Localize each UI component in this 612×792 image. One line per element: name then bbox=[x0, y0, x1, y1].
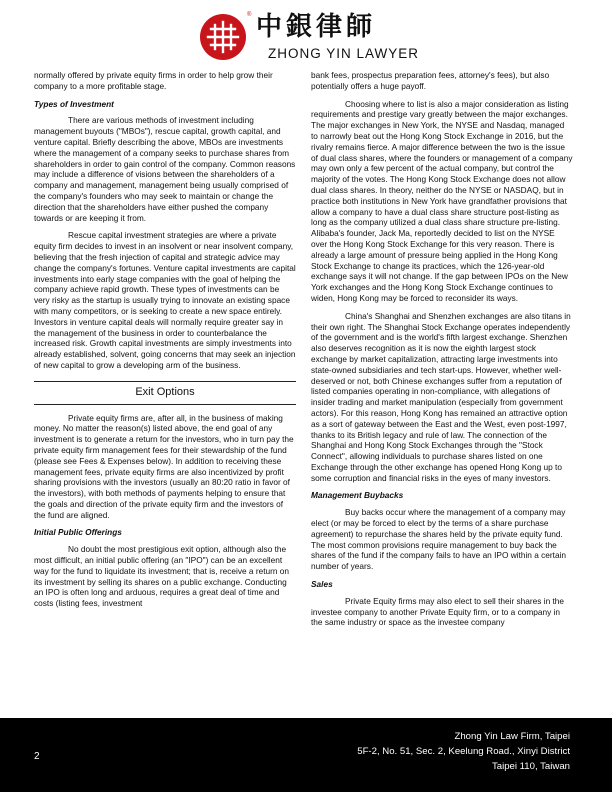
types-heading: Types of Investment bbox=[34, 98, 114, 109]
logo-chinese-name: 中銀律師 bbox=[256, 12, 377, 42]
buybacks-heading: Management Buybacks bbox=[311, 490, 404, 501]
exit-options-title: Exit Options bbox=[34, 381, 296, 405]
sales-heading: Sales bbox=[311, 579, 333, 590]
registered-mark: ® bbox=[247, 12, 252, 18]
logo-english-name: ZHONG YIN LAWYER bbox=[268, 46, 420, 61]
intro-paragraph: normally offered by private equity firms in order to help grow their company to a more profitable stage. bbox=[34, 70, 273, 91]
types-paragraph-1: There are various methods of investment including management buyouts ("MBOs"), rescue capital, growth capital, and venture capital. Briefly describing the above, MBOs are investments where the management of a company seeks to purchase shares from shareholders in order to gain control of the company. Common reasons may include a difference of visions between the shareholders of a company and management, management being usually comprised of the company's founders who may seek to maintain or change the direction that the shareholders have either pushed the company towards or are keeping it from. bbox=[34, 115, 296, 223]
listing-paragraph: Choosing where to list is also a major consideration as listing requirements and prestige vary greatly between the major exchanges. The major exchanges in New York, the NYSE and Nasdaq, managed to narrowly beat out the Hong Kong Stock Exchange in 2016, but the rivalry remains fierce. A major difference between the two is the issue of dual class shares, where the founders or management of a company may own only a few percent of the actual company, but control the majority of the votes. The Hong Kong Stock Exchange does not allow dual class shares. In theory, neither do the NYSE or NASDAQ, but in practice both institutions in New York have grandfather provisions that allow a company to have a dual class share structure post-listing as long as the company utilized a dual class share structure pre-listing. Alibaba's founder, Jack Ma, reportedly decided to list on the NYSE over the Hong Kong Stock Exchange for this very reason. There is already a large amount of pressure being applied in the Hong Kong Stock Exchange to change its practices, which the 126-year-old exchange says it will not change. If the gap between IPOs on the New York exchanges and the Hong Kong Stock Exchange continues to widen, Hong Kong may be forced to reconsider its ways. bbox=[311, 98, 573, 303]
left-column bbox=[34, 70, 296, 616]
buybacks-paragraph: Buy backs occur where the management of a company may elect (or may be forced to elect by the terms of a share purchase agreement) to repurchase the shares held by the private equity fund. The most common provisions require management to buy back the shares of the fund if the company fails to have an IPO within a certain number of years. bbox=[311, 507, 567, 572]
continued-paragraph: bank fees, prospectus preparation fees, attorney's fees), but also potentially offers a huge payoff. bbox=[311, 70, 550, 91]
page-number: 2 bbox=[34, 751, 40, 762]
footer-address bbox=[357, 729, 570, 774]
page-header bbox=[0, 0, 612, 70]
types-paragraph-2: Rescue capital investment strategies are where a private equity firm decides to invest in an insolvent or near insolvent company, believing that the fresh injection of capital and strategic advice may change the company's fortunes. Venture capital investments are capital investments into early stage companies with the goal of helping the company achieve rapid growth. These types of investments can be very risky as the startup is usually trying to innovate an existing space with many competitors, or is seeking to create a new space entirely. Investors in venture capital deals will normally require greater say in the management of the business in order to counterbalance the increased risk. Growth capital investments are simply investments into already established, solvent, going concerns that may seek an injection of new capital to grow a developing arm of the business. bbox=[34, 230, 296, 370]
ipo-paragraph: No doubt the most prestigious exit option, although also the most difficult, an initial public offering (an "IPO") can be an excellent way for the fund to liquidate its investment; that is, receive a return on its investment by selling its shares on a public exchange. Conducting an IPO is often long and arduous, requires a great deal of time and costs (listing fees, investment bbox=[34, 544, 290, 609]
sales-paragraph: Private Equity firms may also elect to sell their shares in the investee company to another Private Equity firm, or to a company in the same industry or space as the investee company bbox=[311, 595, 565, 628]
page-footer bbox=[0, 718, 612, 792]
ipo-heading: Initial Public Offerings bbox=[34, 527, 122, 538]
china-exchanges-paragraph: China's Shanghai and Shenzhen exchanges are also titans in their own right. The Shanghai Stock Exchange operates independently of the government and is the world's fifth largest exchange. Shenzhen also deserves recognition as it is now the eighth largest stock exchange by market capitalization, attracting large investments into state-owned subsidiaries and tech start-ups. However, whether well-deserved or not, both Chinese exchanges suffer from a reputation of listed companies operating in non-compliance, with allegations of insider trading and market manipulation (especially from government actors). For this reason, Hong Kong has remained an attractive option as a sort of gateway between the East and the West, even post-1997, thanks to its British legacy and rule of law. The connection of the Shanghai and Hong Kong Stock Exchanges through the "Stock Connect", allowing individuals to purchase shares listed on one Exchange through the other exchange has opened Hong Kong up to some corruption and financial risks in the eyes of many investors. bbox=[311, 310, 571, 483]
footer-address-line-2: Taipei 110, Taiwan bbox=[491, 761, 570, 772]
footer-address-line-1: 5F-2, No. 51, Sec. 2, Keelung Road., Xinyi District bbox=[357, 746, 570, 757]
firm-logo-icon bbox=[200, 14, 246, 60]
exit-paragraph: Private equity firms are, after all, in the business of making money. No matter the reason(s) listed above, the end goal of any investment is to generate a return for the investors, who in turn pay the private equity firm management fees for their stewardship of the fund (please see Fees & Expenses below). In addition to receiving these management fees, private equity firms are also incentivized by profit sharing provisions with the investors (usually an 80:20 ratio in favor of the investors), with both methods of payments helping to ensure that the goals and direction of the private equity firm and the investors of the fund are aligned. bbox=[34, 412, 294, 520]
footer-firm-name: Zhong Yin Law Firm, Taipei bbox=[454, 731, 570, 742]
right-column bbox=[311, 70, 573, 635]
